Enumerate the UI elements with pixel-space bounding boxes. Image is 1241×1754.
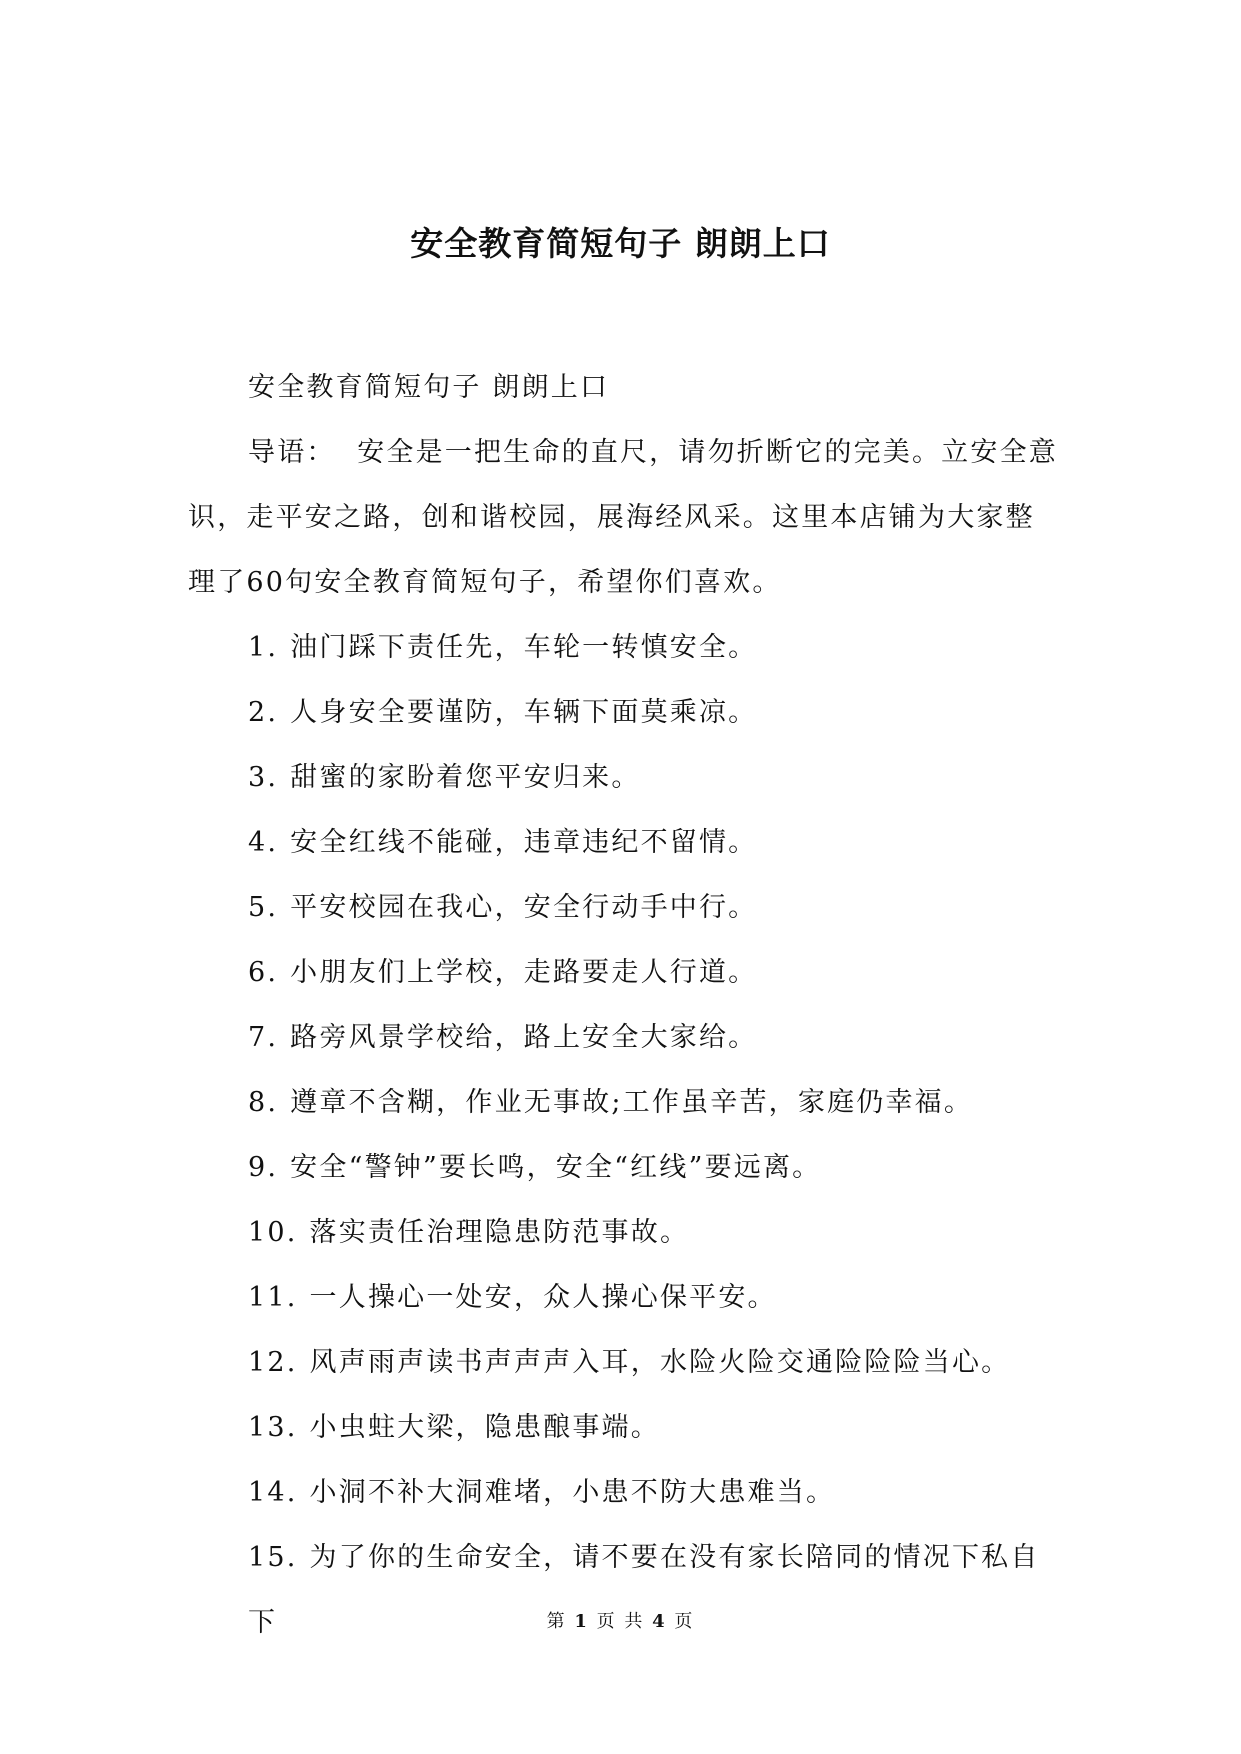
list-item-text: 小朋友们上学校，走路要走人行道。	[290, 957, 758, 988]
list-item	[188, 615, 1058, 680]
subtitle: 安全教育简短句子 朗朗上口	[248, 372, 610, 403]
list-item-number: 1.	[248, 632, 279, 663]
intro-label: 导语：	[248, 437, 336, 468]
list-item-text: 油门踩下责任先，车轮一转慎安全。	[290, 632, 758, 663]
footer-suffix: 页	[674, 1611, 695, 1632]
list-item	[188, 1460, 1058, 1525]
list-item	[188, 745, 1058, 810]
footer-page-number: 1	[574, 1611, 589, 1632]
list-item-number: 15.	[248, 1542, 298, 1573]
list-item-number: 8.	[248, 1087, 279, 1118]
list-item	[188, 1265, 1058, 1330]
list-item-number: 4.	[248, 827, 279, 858]
list-item-text: 为了你的生命安全，请不要在没有家长陪同的情况下私自下	[248, 1542, 1040, 1638]
list-item-number: 9.	[248, 1152, 279, 1183]
list-item-number: 13.	[248, 1412, 298, 1443]
list-item	[188, 1395, 1058, 1460]
list-item-number: 2.	[248, 697, 279, 728]
list-item-text: 一人操心一处安，众人操心保平安。	[309, 1282, 777, 1313]
list-item	[188, 1525, 1058, 1655]
list-item-number: 14.	[248, 1477, 298, 1508]
sentence-list	[188, 615, 1058, 1655]
list-item	[188, 1005, 1058, 1070]
list-item	[188, 1330, 1058, 1395]
list-item-text: 安全“警钟”要长鸣，安全“红线”要远离。	[290, 1152, 822, 1183]
list-item-number: 5.	[248, 892, 279, 923]
footer-prefix: 第	[546, 1611, 567, 1632]
list-item-text: 小洞不补大洞难堵，小患不防大患难当。	[309, 1477, 836, 1508]
list-item-number: 10.	[248, 1217, 298, 1248]
list-item-text: 安全红线不能碰，违章违纪不留情。	[290, 827, 758, 858]
list-item-number: 3.	[248, 762, 279, 793]
intro-paragraph	[188, 420, 1058, 615]
intro-text: 安全是一把生命的直尺，请勿折断它的完美。立安全意识，走平安之路，创和谐校园，展海经风采。这里本店铺为大家整理了60句安全教育简短句子，希望你们喜欢。	[188, 437, 1058, 598]
list-item	[188, 940, 1058, 1005]
list-item	[188, 1135, 1058, 1200]
list-item-text: 甜蜜的家盼着您平安归来。	[290, 762, 641, 793]
list-item-number: 12.	[248, 1347, 298, 1378]
page-title: 安全教育简短句子 朗朗上口	[410, 224, 831, 263]
list-item	[188, 1070, 1058, 1135]
list-item-number: 7.	[248, 1022, 279, 1053]
list-item-number: 6.	[248, 957, 279, 988]
list-item-text: 落实责任治理隐患防范事故。	[309, 1217, 690, 1248]
list-item-text: 风声雨声读书声声声入耳，水险火险交通险险险当心。	[309, 1347, 1011, 1378]
list-item	[188, 875, 1058, 940]
list-item	[188, 810, 1058, 875]
page-footer	[0, 1610, 1241, 1634]
list-item-text: 人身安全要谨防，车辆下面莫乘凉。	[290, 697, 758, 728]
list-item-text: 路旁风景学校给，路上安全大家给。	[290, 1022, 758, 1053]
list-item	[188, 680, 1058, 745]
list-item	[188, 1200, 1058, 1265]
document-body	[188, 355, 1058, 1655]
footer-middle: 页 共	[596, 1611, 645, 1632]
list-item-number: 11.	[248, 1282, 298, 1313]
list-item-text: 遵章不含糊，作业无事故;工作虽辛苦，家庭仍幸福。	[290, 1087, 974, 1118]
footer-total-pages: 4	[652, 1611, 667, 1632]
list-item-text: 小虫蛀大梁，隐患酿事端。	[309, 1412, 660, 1443]
list-item-text: 平安校园在我心，安全行动手中行。	[290, 892, 758, 923]
